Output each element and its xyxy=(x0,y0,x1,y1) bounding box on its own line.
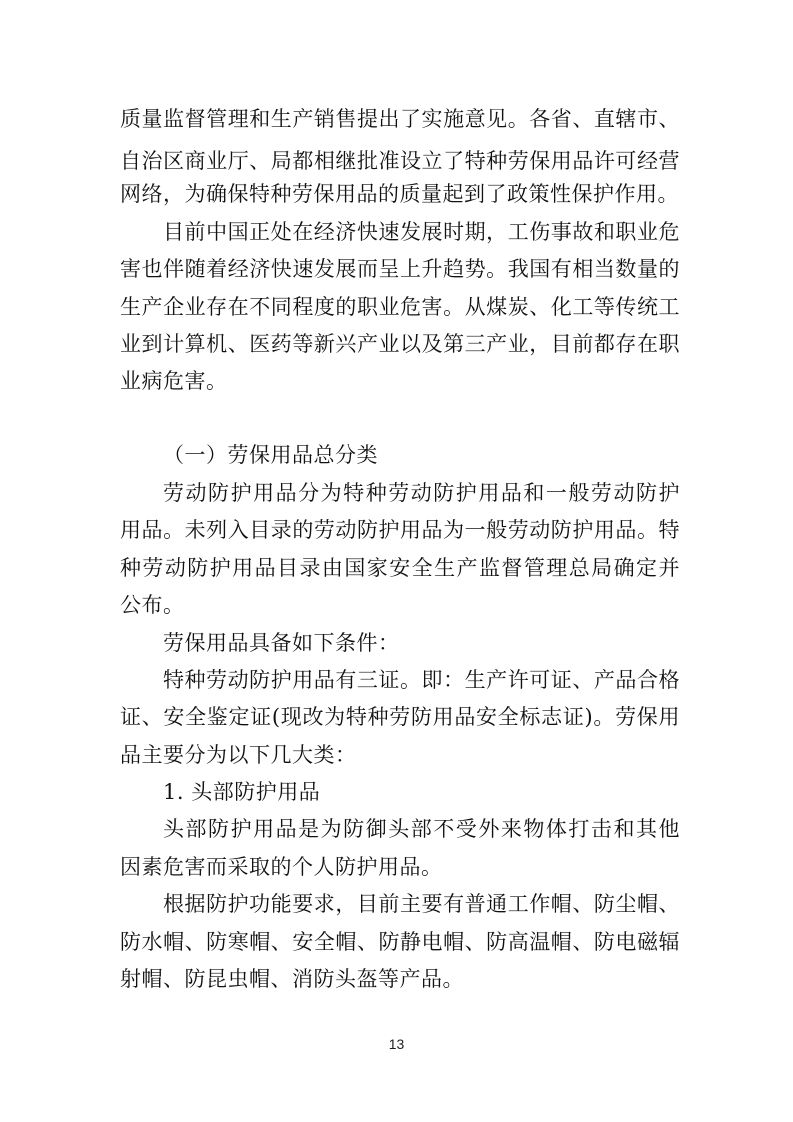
text-line: 公布。 xyxy=(120,593,185,617)
text-line: 射帽、防昆虫帽、消防头盔等产品。 xyxy=(120,967,464,991)
text-line: 目前中国正处在经济快速发展时期，工伤事故和职业危 xyxy=(163,220,680,244)
text-line: 害也伴随着经济快速发展而呈上升趋势。我国有相当数量的 xyxy=(120,257,680,281)
text-line: 自治区商业厅、局都相继批准设立了特种劳保用品许可经营 xyxy=(120,149,680,173)
text-line: 业病危害。 xyxy=(120,369,228,393)
text-line: 品主要分为以下几大类： xyxy=(120,743,357,767)
text-line: 业到计算机、医药等新兴产业以及第三产业，目前都存在职 xyxy=(120,332,680,356)
text-line: 用品。未列入目录的劳动防护用品为一般劳动防护用品。特 xyxy=(120,518,680,542)
text-line: 劳保用品具备如下条件： xyxy=(163,631,400,655)
text-line: 因素危害而采取的个人防护用品。 xyxy=(120,855,443,879)
text-line: 根据防护功能要求，目前主要有普通工作帽、防尘帽、 xyxy=(163,892,680,916)
text-line: 网络，为确保特种劳保用品的质量起到了政策性保护作用。 xyxy=(120,182,679,206)
section-heading: （一）劳保用品总分类 xyxy=(163,443,378,467)
text-line: 质量监督管理和生产销售提出了实施意见。各省、直辖市、 xyxy=(120,107,680,131)
text-line: 防水帽、防寒帽、安全帽、防静电帽、防高温帽、防电磁辐 xyxy=(120,930,680,954)
text-line: 证、安全鉴定证(现改为特种劳防用品安全标志证)。劳保用 xyxy=(120,705,680,729)
page-number: 13 xyxy=(388,1036,405,1052)
text-line: 劳动防护用品分为特种劳动防护用品和一般劳动防护 xyxy=(163,481,680,505)
text-line: 种劳动防护用品目录由国家安全生产监督管理总局确定并 xyxy=(120,556,680,580)
text-line: 生产企业存在不同程度的职业危害。从煤炭、化工等传统工 xyxy=(120,295,680,319)
text-line: 头部防护用品是为防御头部不受外来物体打击和其他 xyxy=(163,817,680,841)
text-line: 特种劳动防护用品有三证。即：生产许可证、产品合格 xyxy=(163,668,680,692)
text-line: 1. 头部防护用品 xyxy=(163,780,321,804)
